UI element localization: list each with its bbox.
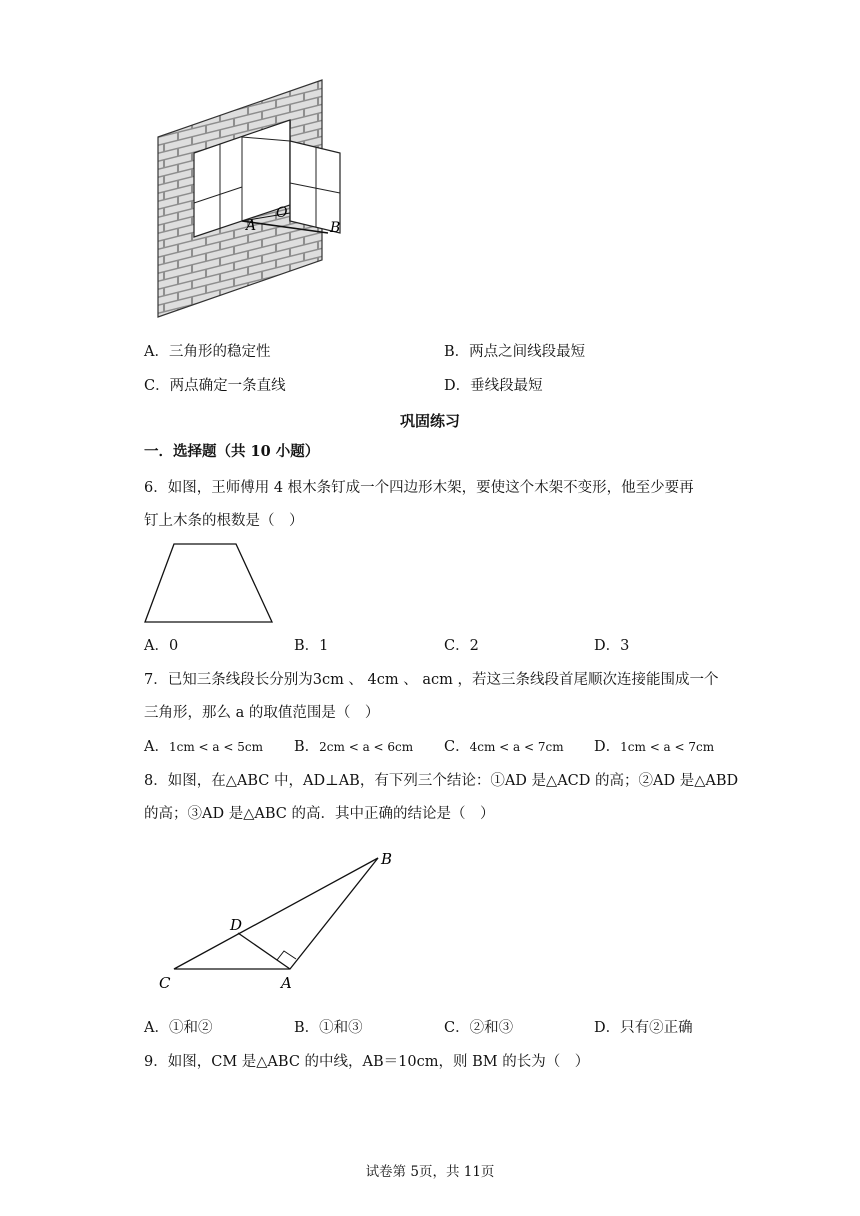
q7-option-b[interactable]: B．2cm < a < 6cm — [294, 739, 414, 755]
figure-label-o: O — [276, 205, 288, 221]
q6-text-line2: 钉上木条的根数是（ ） — [144, 513, 304, 529]
q6-option-a[interactable]: A．0 — [144, 638, 179, 654]
q5-option-c[interactable]: C．两点确定一条直线 — [144, 378, 286, 394]
q7-option-a[interactable]: A．1cm < a < 5cm — [144, 739, 263, 755]
q6-option-c[interactable]: C．2 — [444, 638, 479, 654]
figure-label-a: A — [281, 974, 292, 992]
q8-option-c[interactable]: C．②和③ — [444, 1020, 514, 1036]
q8-text-line2: 的高；③AD 是△ABC 的高．其中正确的结论是（ ） — [144, 806, 495, 822]
trapezoid-figure — [140, 538, 280, 630]
section-title: 巩固练习 — [399, 412, 460, 430]
q7-text-line2: 三角形，那么 a 的取值范围是（ ） — [144, 705, 380, 721]
triangle-abc-figure — [150, 846, 400, 996]
figure-label-c: C — [159, 974, 171, 992]
q8-option-b[interactable]: B．①和③ — [294, 1020, 363, 1036]
q7-option-d[interactable]: D．1cm < a < 7cm — [594, 739, 715, 755]
q8-text-line1: 8．如图，在△ABC 中，AD⊥AB，有下列三个结论：①AD 是△ACD 的高；②AD 是△ABD — [144, 773, 739, 789]
q5-option-d[interactable]: D．垂线段最短 — [444, 378, 543, 394]
page-footer: 试卷第 5页，共 11页 — [365, 1164, 495, 1180]
q5-option-b[interactable]: B．两点之间线段最短 — [444, 344, 586, 360]
q6-option-d[interactable]: D．3 — [594, 638, 630, 654]
q8-option-a[interactable]: A．①和② — [144, 1020, 213, 1036]
part-heading: 一．选择题（共 10 小题） — [144, 443, 320, 460]
q9-text-line1: 9．如图，CM 是△ABC 的中线，AB＝10cm，则 BM 的长为（ ） — [144, 1054, 590, 1070]
figure-label-b: B — [330, 220, 341, 236]
q6-text-line1: 6．如图，王师傅用 4 根木条钉成一个四边形木架，要使这个木架不变形，他至少要再 — [144, 480, 694, 496]
figure-label-b: B — [381, 850, 393, 868]
q6-option-b[interactable]: B．1 — [294, 638, 329, 654]
q7-text-line1: 7．已知三条线段长分别为3cm 、 4cm 、 acm ，若这三条线段首尾顺次连接能围成一个 — [144, 672, 719, 688]
window-wall-figure — [150, 75, 360, 325]
q7-option-c[interactable]: C．4cm < a < 7cm — [444, 739, 564, 755]
figure-label-d: D — [230, 916, 243, 934]
q8-option-d[interactable]: D．只有②正确 — [594, 1020, 693, 1036]
figure-label-a: A — [246, 218, 257, 234]
q5-option-a[interactable]: A．三角形的稳定性 — [144, 344, 271, 360]
